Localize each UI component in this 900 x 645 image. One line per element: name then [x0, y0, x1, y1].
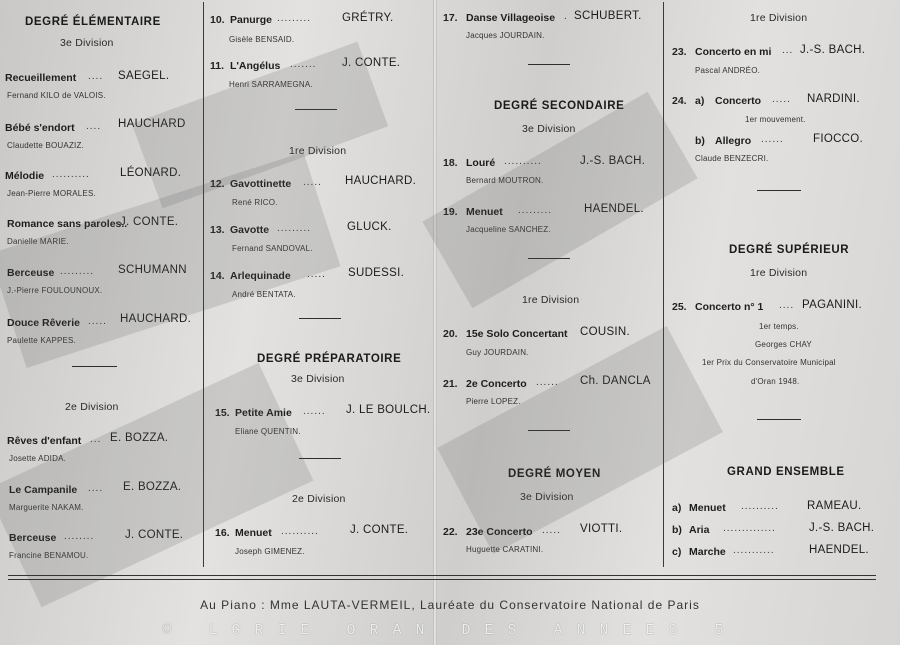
piece-dots: ..............	[723, 523, 776, 534]
piece-title: Gavotte	[230, 224, 270, 236]
part-label: b)	[695, 135, 705, 147]
piece-composer: SCHUMANN	[118, 264, 187, 276]
column-divider	[203, 2, 204, 567]
piece-number: 20.	[443, 328, 458, 340]
piece-performer: J.-Pierre FOULOUNOUX.	[7, 286, 103, 295]
piece-dots: ....	[88, 71, 104, 82]
piece-title: Le Campanile	[9, 484, 78, 496]
piece-composer: SCHUBERT.	[574, 10, 642, 22]
piece-composer: GRÉTRY.	[342, 12, 394, 24]
piece-performer: Guy JOURDAIN.	[466, 348, 529, 357]
division-label: 3e Division	[291, 373, 345, 385]
piece-composer: E. BOZZA.	[110, 432, 169, 444]
piece-dots: .........	[60, 266, 95, 277]
piece-composer: J.-S. BACH.	[809, 522, 875, 534]
piece-title: Berceuse	[9, 532, 57, 544]
piece-title: Romance sans paroles..	[7, 218, 128, 230]
piece-title: Bébé s'endort	[5, 122, 75, 134]
part-label: a)	[672, 502, 682, 514]
piece-performer: Gisèle BENSAID.	[229, 35, 295, 44]
section-header: DEGRÉ ÉLÉMENTAIRE	[25, 16, 161, 28]
piece-performer: René RICO.	[232, 198, 278, 207]
piece-composer: COUSIN.	[580, 326, 631, 338]
piece-dots: .....	[307, 269, 326, 280]
piece-performer: Eliane QUENTIN.	[235, 427, 301, 436]
piece-composer: J. LE BOULCH.	[346, 404, 431, 416]
piece-composer: HAUCHARD.	[345, 175, 417, 187]
footer-rule	[8, 575, 876, 576]
piece-dots: ..........	[52, 169, 90, 180]
piece-dots: ........	[64, 531, 95, 542]
piece-dots: ...	[90, 434, 102, 445]
piece-performer: Pascal ANDRÉO.	[695, 66, 761, 75]
watermark: © LGRIE ORAN DES ANNEES 5	[162, 622, 738, 639]
separator	[299, 458, 341, 459]
piece-title: Douce Rêverie	[7, 317, 80, 329]
column-3	[438, 0, 666, 570]
piece-number: 16.	[215, 527, 230, 539]
piece-performer: Pierre LOPEZ.	[466, 397, 521, 406]
piece-title: Marche	[689, 546, 726, 558]
piece-dots: .....	[542, 525, 561, 536]
piece-composer: RAMEAU.	[807, 500, 862, 512]
piece-performer: Fernand KILO de VALOIS.	[7, 91, 106, 100]
piece-dots: .......	[290, 59, 317, 70]
division-label: 1re Division	[522, 294, 580, 306]
separator	[295, 109, 337, 110]
piece-dots: ...........	[733, 545, 775, 556]
column-4	[667, 0, 900, 570]
piece-composer: SAEGEL.	[118, 70, 170, 82]
piece-dots: .........	[277, 13, 312, 24]
division-label: 2e Division	[65, 401, 119, 413]
piece-dots: ......	[761, 134, 784, 145]
piece-number: 19.	[443, 206, 458, 218]
separator	[528, 430, 570, 431]
piece-performer: Danielle MARIE.	[7, 237, 69, 246]
piece-dots: ..........	[741, 501, 779, 512]
piece-number: 14.	[210, 270, 225, 282]
piece-performer: Paulette KAPPES.	[7, 336, 77, 345]
piece-performer: Josette ADIDA.	[9, 454, 67, 463]
piece-composer: J.-S. BACH.	[580, 155, 646, 167]
prize-note: 1er Prix du Conservatoire Municipal	[702, 358, 836, 367]
column-2	[205, 0, 433, 570]
footer-credit: Au Piano : Mme LAUTA-VERMEIL, Lauréate du Conservatoire National de Paris	[200, 598, 700, 612]
piece-composer: NARDINI.	[807, 93, 860, 105]
piece-performer: Joseph GIMENEZ.	[235, 547, 305, 556]
piece-title: 15e Solo Concertant	[466, 328, 568, 340]
piece-dots: ....	[779, 300, 795, 311]
piece-title: Arlequinade	[230, 270, 291, 282]
piece-dots: ..........	[504, 156, 542, 167]
piece-dots: .....	[303, 177, 322, 188]
piece-performer: Jacques JOURDAIN.	[466, 31, 545, 40]
piece-performer: Francine BENAMOU.	[9, 551, 89, 560]
piece-composer: LÉONARD.	[120, 167, 182, 179]
piece-dots: ....	[86, 121, 102, 132]
piece-performer: Bernard MOUTRON.	[466, 176, 544, 185]
piece-number: 10.	[210, 14, 225, 26]
piece-performer: Henri SARRAMEGNA.	[229, 80, 313, 89]
section-header: DEGRÉ SUPÉRIEUR	[729, 244, 850, 256]
separator	[757, 419, 801, 420]
piece-composer: J. CONTE.	[120, 216, 179, 228]
section-header: DEGRÉ SECONDAIRE	[494, 100, 625, 112]
division-label: 1re Division	[289, 145, 347, 157]
piece-title: Panurge	[230, 14, 273, 26]
piece-number: 24.	[672, 95, 687, 107]
division-label: 1re Division	[750, 267, 808, 279]
footer-rule	[8, 579, 876, 580]
piece-composer: GLUCK.	[347, 221, 392, 233]
piece-composer: HAUCHARD	[118, 118, 186, 130]
division-label: 3e Division	[60, 37, 114, 49]
piece-title: Allegro	[715, 135, 752, 147]
piece-composer: J.-S. BACH.	[800, 44, 866, 56]
division-label: 3e Division	[522, 123, 576, 135]
piece-performer: Claude BENZECRI.	[695, 154, 769, 163]
piece-performer: Jean-Pierre MORALES.	[7, 189, 96, 198]
piece-dots: .....	[772, 94, 791, 105]
piece-title: Concerto n° 1	[695, 301, 764, 313]
piece-title: 2e Concerto	[466, 378, 527, 390]
piece-title: L'Angélus	[230, 60, 281, 72]
separator	[528, 64, 570, 65]
piece-title: Concerto	[715, 95, 762, 107]
piece-composer: J. CONTE.	[350, 524, 409, 536]
piece-dots: ......	[536, 377, 559, 388]
movement-note: 1er mouvement.	[745, 115, 806, 124]
piece-composer: J. CONTE.	[125, 529, 184, 541]
separator	[72, 366, 117, 367]
piece-title: Menuet	[689, 502, 726, 514]
piece-title: Gavottinette	[230, 178, 292, 190]
piece-title: Menuet	[466, 206, 503, 218]
piece-number: 21.	[443, 378, 458, 390]
piece-dots: .	[564, 11, 568, 22]
piece-composer: FIOCCO.	[813, 133, 864, 145]
division-label: 3e Division	[520, 491, 574, 503]
piece-composer: HAUCHARD.	[120, 313, 192, 325]
piece-title: Berceuse	[7, 267, 55, 279]
part-label: b)	[672, 524, 682, 536]
piece-dots: ...	[782, 45, 794, 56]
piece-number: 12.	[210, 178, 225, 190]
separator	[757, 190, 801, 191]
piece-number: 18.	[443, 157, 458, 169]
piece-title: Danse Villageoise	[466, 12, 556, 24]
piece-dots: ....	[88, 483, 104, 494]
part-label: c)	[672, 546, 682, 558]
movement-note: 1er temps.	[759, 322, 799, 331]
column-1	[0, 0, 200, 570]
piece-title: Mélodie	[5, 170, 45, 182]
piece-performer: Fernand SANDOVAL.	[232, 244, 313, 253]
piece-title: Recueillement	[5, 72, 77, 84]
piece-number: 25.	[672, 301, 687, 313]
piece-number: 13.	[210, 224, 225, 236]
piece-composer: SUDESSI.	[348, 267, 405, 279]
separator	[299, 318, 341, 319]
piece-number: 22.	[443, 526, 458, 538]
piece-number: 17.	[443, 12, 458, 24]
piece-number: 23.	[672, 46, 687, 58]
piece-title: Menuet	[235, 527, 272, 539]
piece-title: Aria	[689, 524, 710, 536]
piece-title: Louré	[466, 157, 496, 169]
division-label: 2e Division	[292, 493, 346, 505]
piece-dots: .........	[518, 205, 553, 216]
piece-performer: Marguerite NAKAM.	[9, 503, 84, 512]
piece-performer: Georges CHAY	[755, 340, 812, 349]
piece-composer: HAENDEL.	[809, 544, 869, 556]
piece-composer: VIOTTI.	[580, 523, 623, 535]
piece-composer: PAGANINI.	[802, 299, 862, 311]
piece-number: 11.	[210, 60, 225, 72]
piece-dots: .........	[277, 223, 312, 234]
piece-composer: E. BOZZA.	[123, 481, 182, 493]
section-header: DEGRÉ MOYEN	[508, 468, 601, 480]
piece-composer: HAENDEL.	[584, 203, 644, 215]
page-fold	[433, 0, 437, 645]
piece-performer: Claudette BOUAZIZ.	[7, 141, 84, 150]
section-header: GRAND ENSEMBLE	[727, 466, 845, 478]
piece-composer: Ch. DANCLA	[580, 375, 651, 387]
piece-composer: J. CONTE.	[342, 57, 401, 69]
piece-title: Rêves d'enfant	[7, 435, 82, 447]
piece-dots: ......	[303, 406, 326, 417]
separator	[528, 258, 570, 259]
piece-performer: Jacqueline SANCHEZ.	[466, 225, 551, 234]
piece-performer: Huguette CARATINI.	[466, 545, 544, 554]
piece-title: Petite Amie	[235, 407, 292, 419]
prize-note: d'Oran 1948.	[751, 377, 800, 386]
piece-performer: André BENTATA.	[232, 290, 296, 299]
piece-title: Concerto en mi	[695, 46, 772, 58]
piece-title: 23e Concerto	[466, 526, 533, 538]
piece-dots: .....	[88, 316, 107, 327]
part-label: a)	[695, 95, 705, 107]
section-header: DEGRÉ PRÉPARATOIRE	[257, 353, 402, 365]
piece-number: 15.	[215, 407, 230, 419]
piece-dots: ..........	[281, 526, 319, 537]
division-label: 1re Division	[750, 12, 808, 24]
